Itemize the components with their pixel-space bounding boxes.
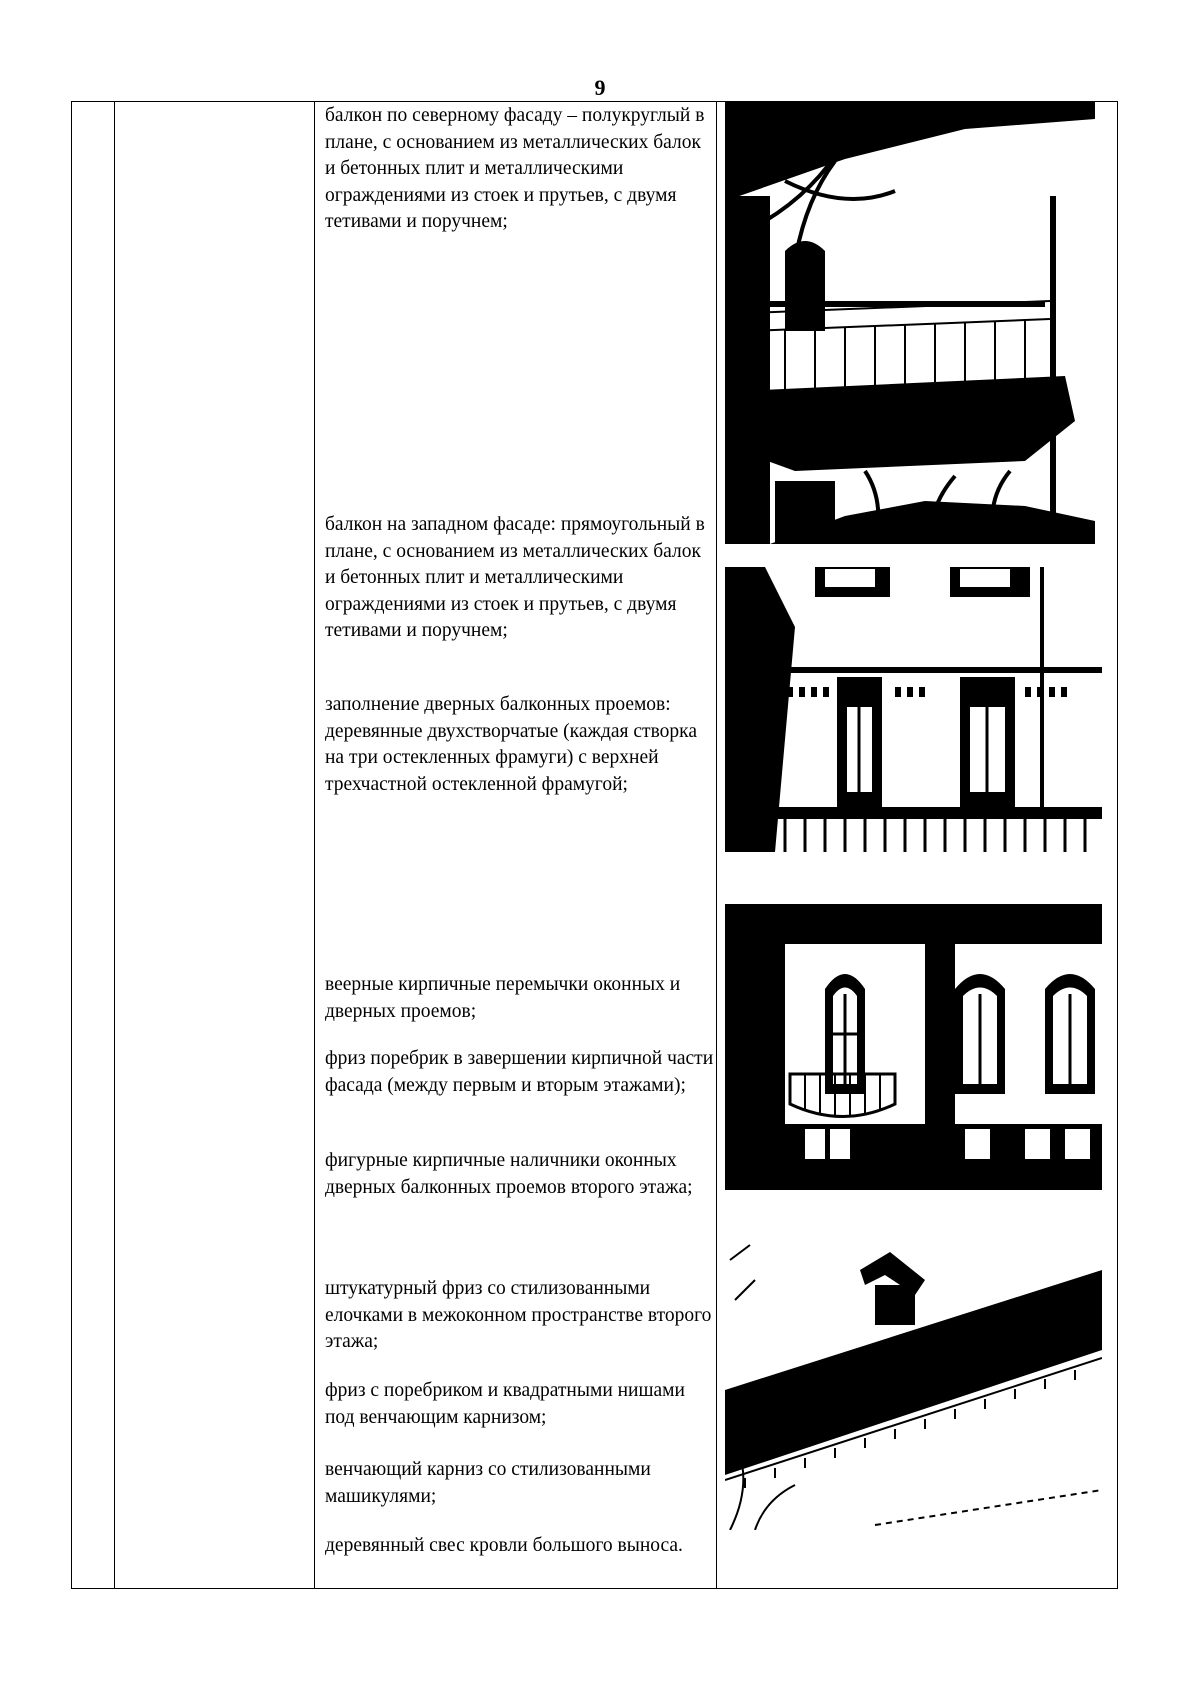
column-divider	[314, 102, 315, 1588]
column-divider	[716, 102, 717, 1588]
west-facade-balcony-photo	[725, 567, 1102, 852]
facade-brick-details-photo	[725, 904, 1102, 1190]
cell-text-window-trims: фигурные кирпичные наличники оконных дверных балконных проемов второго этажа;	[325, 1150, 693, 1198]
north-facade-balcony-photo	[725, 101, 1095, 544]
cell-text-west-balcony: балкон на западном фасаде: прямоугольный в плане, с основанием из металлических балок и бетонных плит и металлическими ограждениями из стоек и прутьев, с двумя тетивами и поручнем;	[325, 514, 705, 641]
cell-text-plaster-frieze: штукатурный фриз со стилизованными елочками в межоконном пространстве второго этажа;	[325, 1278, 712, 1352]
cell-text-door-fill: заполнение дверных балконных проемов: деревянные двухстворчатые (каждая створка на три остекленных фрамуги) с верхней трехчастной остекленной фрамугой;	[325, 694, 697, 795]
cornice-photo	[725, 1240, 1102, 1530]
column-divider	[114, 102, 115, 1588]
cell-text-north-balcony: балкон по северному фасаду – полукруглый в плане, с основанием из металлических балок и бетонных плит и металлическими ограждениями из стоек и прутьев, с двумя тетивами и поручнем;	[325, 105, 705, 232]
cell-text-frieze-brick: фриз поребрик в завершении кирпичной части фасада (между первым и вторым этажами);	[325, 1048, 714, 1096]
cell-text-roof-eaves: деревянный свес кровли большого выноса.	[325, 1535, 683, 1556]
page-number: 9	[594, 75, 606, 100]
cell-text-niche-frieze: фриз с поребриком и квадратными нишами под венчающим карнизом;	[325, 1380, 685, 1428]
cell-text-cornice: венчающий карниз со стилизованными машикулями;	[325, 1459, 651, 1507]
cell-text-lintels: веерные кирпичные перемычки оконных и дверных проемов;	[325, 974, 681, 1022]
